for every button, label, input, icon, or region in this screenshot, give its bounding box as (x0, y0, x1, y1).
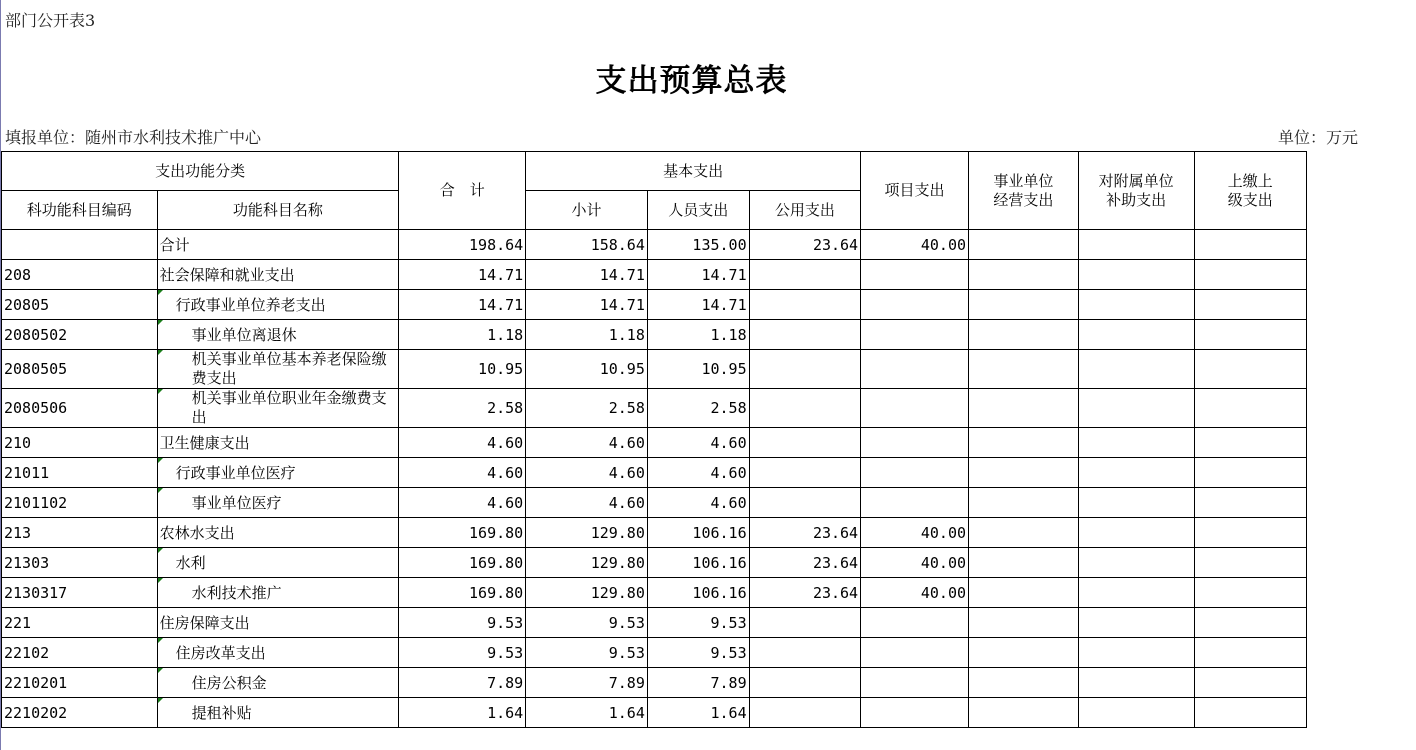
table-row (2, 488, 1416, 518)
header-personnel: 人员支出 (647, 191, 749, 230)
table-row (2, 518, 1416, 548)
header-subsidy-line1: 对附属单位 (1098, 171, 1174, 190)
cell-subtotal: 4.60 (526, 428, 648, 458)
cell-marker-icon (158, 638, 163, 643)
cell-remit (1194, 488, 1306, 518)
cell-personnel: 14.71 (647, 290, 749, 320)
cell-subtotal: 129.80 (526, 518, 648, 548)
cell-project (861, 290, 969, 320)
cell-business (969, 290, 1079, 320)
table-row (2, 350, 1416, 389)
cell-business (969, 350, 1079, 389)
cell-personnel: 2.58 (647, 389, 749, 428)
cell-personnel: 14.71 (647, 260, 749, 290)
currency-unit: 单位：万元 (1278, 128, 1359, 147)
table-row (2, 320, 1416, 350)
cell-code: 21011 (2, 458, 158, 488)
cell-personnel: 106.16 (647, 518, 749, 548)
cell-business (969, 638, 1079, 668)
cell-total: 9.53 (399, 608, 526, 638)
header-total: 合 计 (399, 152, 526, 230)
cell-subsidy (1078, 668, 1194, 698)
cell-public: 23.64 (749, 578, 860, 608)
header-subsidy-expense (1078, 152, 1194, 230)
cell-subtotal: 129.80 (526, 548, 648, 578)
cell-public (749, 320, 860, 350)
cell-total: 4.60 (399, 458, 526, 488)
table-row (2, 389, 1416, 428)
table-row (2, 260, 1416, 290)
cell-total: 4.60 (399, 428, 526, 458)
filling-unit: 填报单位：随州市水利技术推广中心 (5, 128, 262, 147)
cell-project (861, 350, 969, 389)
cell-name-text: 水利技术推广 (191, 584, 282, 602)
cell-public (749, 608, 860, 638)
cell-project: 40.00 (861, 578, 969, 608)
cell-business (969, 668, 1079, 698)
cell-personnel: 9.53 (647, 638, 749, 668)
cell-business (969, 230, 1079, 260)
cell-subsidy (1078, 350, 1194, 389)
table-row (2, 578, 1416, 608)
cell-project (861, 428, 969, 458)
cell-name-text: 提租补贴 (191, 704, 252, 722)
cell-subtotal: 2.58 (526, 389, 648, 428)
cell-project (861, 698, 969, 728)
cell-name-text: 行政事业单位医疗 (175, 464, 296, 482)
cell-name (157, 389, 399, 428)
cell-name (157, 608, 399, 638)
header-name: 功能科目名称 (157, 191, 399, 230)
cell-remit (1194, 668, 1306, 698)
cell-personnel: 7.89 (647, 668, 749, 698)
cell-subtotal: 158.64 (526, 230, 648, 260)
header-remit-expense (1194, 152, 1306, 230)
cell-marker-icon (158, 290, 163, 295)
cell-name-text: 卫生健康支出 (159, 434, 250, 452)
cell-name-text: 住房公积金 (191, 674, 267, 692)
header-project-expense: 项目支出 (861, 152, 969, 230)
cell-name (157, 578, 399, 608)
cell-total: 1.18 (399, 320, 526, 350)
header-business-line1: 事业单位 (993, 171, 1054, 190)
cell-marker-icon (158, 488, 163, 493)
cell-total: 14.71 (399, 290, 526, 320)
cell-name (157, 698, 399, 728)
cell-name (157, 260, 399, 290)
cell-marker-icon (158, 668, 163, 673)
cell-business (969, 260, 1079, 290)
cell-total: 7.89 (399, 668, 526, 698)
cell-name-text: 住房保障支出 (159, 614, 250, 632)
cell-subtotal: 4.60 (526, 488, 648, 518)
cell-project: 40.00 (861, 518, 969, 548)
cell-name-text: 合计 (159, 236, 190, 254)
cell-remit (1194, 290, 1306, 320)
cell-business (969, 458, 1079, 488)
table-row (2, 668, 1416, 698)
header-public: 公用支出 (749, 191, 860, 230)
cell-subsidy (1078, 488, 1194, 518)
cell-subtotal: 7.89 (526, 668, 648, 698)
cell-total: 2.58 (399, 389, 526, 428)
header-business-line2: 经营支出 (993, 190, 1054, 209)
cell-total: 169.80 (399, 548, 526, 578)
header-function-class: 支出功能分类 (2, 152, 399, 191)
cell-name-text: 水利 (175, 554, 206, 572)
cell-marker-icon (158, 389, 163, 394)
cell-name-text: 社会保障和就业支出 (159, 266, 295, 284)
cell-name-text: 机关事业单位职业年金缴费支出 (191, 389, 387, 426)
header-subtotal: 小计 (526, 191, 648, 230)
cell-business (969, 518, 1079, 548)
cell-public (749, 350, 860, 389)
cell-business (969, 608, 1079, 638)
cell-public (749, 458, 860, 488)
cell-code: 2080502 (2, 320, 158, 350)
cell-subsidy (1078, 638, 1194, 668)
cell-name (157, 488, 399, 518)
cell-subtotal: 1.64 (526, 698, 648, 728)
cell-project (861, 608, 969, 638)
cell-total: 10.95 (399, 350, 526, 389)
cell-subsidy (1078, 320, 1194, 350)
cell-remit (1194, 389, 1306, 428)
budget-table (1, 151, 1416, 728)
cell-remit (1194, 458, 1306, 488)
cell-public: 23.64 (749, 518, 860, 548)
cell-name-text: 农林水支出 (159, 524, 235, 542)
cell-public (749, 638, 860, 668)
cell-business (969, 548, 1079, 578)
cell-public (749, 260, 860, 290)
cell-marker-icon (158, 578, 163, 583)
header-business-expense (969, 152, 1079, 230)
cell-code: 213 (2, 518, 158, 548)
cell-remit (1194, 698, 1306, 728)
cell-marker-icon (158, 458, 163, 463)
cell-subsidy (1078, 518, 1194, 548)
cell-remit (1194, 638, 1306, 668)
cell-name-text: 住房改革支出 (175, 644, 266, 662)
cell-code: 2210201 (2, 668, 158, 698)
cell-subtotal: 14.71 (526, 290, 648, 320)
cell-public: 23.64 (749, 548, 860, 578)
cell-marker-icon (158, 698, 163, 703)
cell-total: 9.53 (399, 638, 526, 668)
cell-remit (1194, 548, 1306, 578)
cell-remit (1194, 320, 1306, 350)
cell-subtotal: 4.60 (526, 458, 648, 488)
cell-project: 40.00 (861, 230, 969, 260)
header-subsidy-line2: 补助支出 (1106, 190, 1167, 209)
cell-business (969, 428, 1079, 458)
cell-code: 2101102 (2, 488, 158, 518)
header-remit-line1: 上缴上 (1227, 171, 1273, 190)
cell-personnel: 4.60 (647, 488, 749, 518)
cell-subsidy (1078, 389, 1194, 428)
cell-remit (1194, 350, 1306, 389)
cell-code: 2130317 (2, 578, 158, 608)
cell-marker-icon (158, 350, 163, 355)
cell-remit (1194, 608, 1306, 638)
cell-name (157, 428, 399, 458)
cell-subtotal: 9.53 (526, 638, 648, 668)
cell-public (749, 488, 860, 518)
table-row (2, 608, 1416, 638)
cell-total: 14.71 (399, 260, 526, 290)
cell-marker-icon (158, 548, 163, 553)
cell-total: 169.80 (399, 518, 526, 548)
cell-name-text: 事业单位医疗 (191, 494, 282, 512)
cell-project (861, 638, 969, 668)
cell-project: 40.00 (861, 548, 969, 578)
cell-personnel: 106.16 (647, 548, 749, 578)
cell-personnel: 135.00 (647, 230, 749, 260)
cell-name-text: 机关事业单位基本养老保险缴费支出 (191, 350, 387, 387)
cell-subtotal: 10.95 (526, 350, 648, 389)
cell-code: 20805 (2, 290, 158, 320)
cell-subtotal: 9.53 (526, 608, 648, 638)
cell-name (157, 230, 399, 260)
cell-personnel: 4.60 (647, 428, 749, 458)
table-row (2, 548, 1416, 578)
cell-public: 23.64 (749, 230, 860, 260)
cell-project (861, 458, 969, 488)
cell-name (157, 548, 399, 578)
cell-public (749, 290, 860, 320)
cell-code: 210 (2, 428, 158, 458)
cell-name (157, 668, 399, 698)
cell-subtotal: 129.80 (526, 578, 648, 608)
header-code: 科功能科目编码 (2, 191, 158, 230)
cell-subsidy (1078, 548, 1194, 578)
table-row (2, 428, 1416, 458)
cell-name (157, 350, 399, 389)
cell-subsidy (1078, 608, 1194, 638)
cell-name (157, 290, 399, 320)
cell-remit (1194, 230, 1306, 260)
cell-name (157, 458, 399, 488)
cell-public (749, 668, 860, 698)
cell-public (749, 698, 860, 728)
cell-subtotal: 1.18 (526, 320, 648, 350)
cell-code: 221 (2, 608, 158, 638)
cell-code: 2080505 (2, 350, 158, 389)
cell-subsidy (1078, 290, 1194, 320)
cell-total: 198.64 (399, 230, 526, 260)
cell-subtotal: 14.71 (526, 260, 648, 290)
cell-code: 208 (2, 260, 158, 290)
cell-subsidy (1078, 458, 1194, 488)
cell-code (2, 230, 158, 260)
cell-total: 4.60 (399, 488, 526, 518)
header-remit-line2: 级支出 (1227, 190, 1273, 209)
cell-project (861, 668, 969, 698)
table-row (2, 698, 1416, 728)
cell-business (969, 488, 1079, 518)
cell-code: 2210202 (2, 698, 158, 728)
table-row (2, 290, 1416, 320)
cell-project (861, 389, 969, 428)
cell-personnel: 1.64 (647, 698, 749, 728)
cell-subsidy (1078, 578, 1194, 608)
cell-subsidy (1078, 230, 1194, 260)
cell-project (861, 260, 969, 290)
cell-personnel: 10.95 (647, 350, 749, 389)
cell-personnel: 1.18 (647, 320, 749, 350)
header-basic-expense: 基本支出 (526, 152, 861, 191)
cell-project (861, 320, 969, 350)
cell-business (969, 320, 1079, 350)
table-row (2, 458, 1416, 488)
cell-subsidy (1078, 428, 1194, 458)
cell-subsidy (1078, 698, 1194, 728)
cell-remit (1194, 428, 1306, 458)
cell-remit (1194, 578, 1306, 608)
cell-personnel: 9.53 (647, 608, 749, 638)
cell-name (157, 518, 399, 548)
cell-code: 22102 (2, 638, 158, 668)
document-label: 部门公开表3 (5, 11, 96, 30)
table-row (2, 638, 1416, 668)
table-row (2, 230, 1416, 260)
cell-personnel: 106.16 (647, 578, 749, 608)
cell-name (157, 320, 399, 350)
cell-total: 169.80 (399, 578, 526, 608)
cell-subsidy (1078, 260, 1194, 290)
cell-code: 2080506 (2, 389, 158, 428)
cell-name-text: 行政事业单位养老支出 (175, 296, 326, 314)
cell-marker-icon (158, 320, 163, 325)
cell-personnel: 4.60 (647, 458, 749, 488)
cell-code: 21303 (2, 548, 158, 578)
cell-business (969, 578, 1079, 608)
cell-remit (1194, 260, 1306, 290)
page-title: 支出预算总表 (595, 63, 788, 99)
cell-name (157, 638, 399, 668)
cell-total: 1.64 (399, 698, 526, 728)
cell-public (749, 428, 860, 458)
cell-business (969, 698, 1079, 728)
cell-business (969, 389, 1079, 428)
cell-remit (1194, 518, 1306, 548)
cell-project (861, 488, 969, 518)
cell-public (749, 389, 860, 428)
cell-name-text: 事业单位离退休 (191, 326, 297, 344)
